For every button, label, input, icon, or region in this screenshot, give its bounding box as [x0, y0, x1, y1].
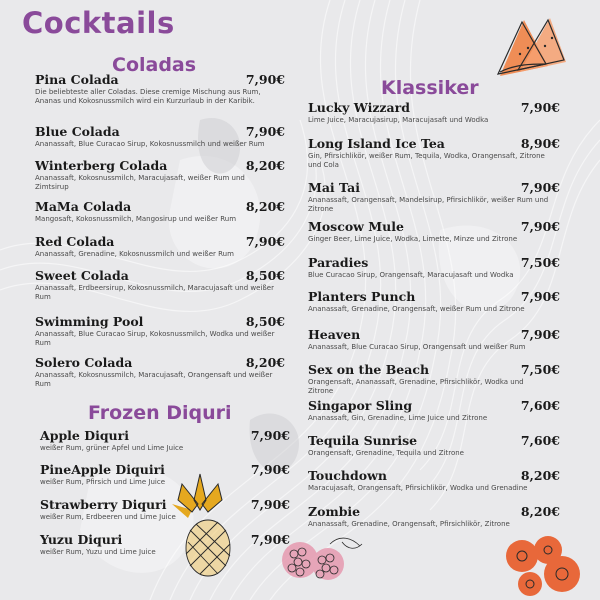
item-price: 8,20€	[245, 355, 285, 370]
item-name: Red Colada	[35, 234, 115, 249]
item-description: Orangensaft, Grenadine, Tequila und Zitrone	[308, 449, 464, 457]
item-price: 7,90€	[245, 234, 285, 249]
item-description: Ananassaft, Blue Curacao Sirup, Kokosnussmilch, Wodka und weißer Rum	[35, 330, 275, 347]
item-price: 7,90€	[520, 100, 560, 115]
melon-slice-icon	[490, 14, 570, 84]
item-name: Zombie	[308, 504, 361, 519]
item-name: Paradies	[308, 255, 369, 270]
menu-item	[35, 199, 285, 224]
item-name: PineApple Diquiri	[40, 462, 165, 477]
item-price: 7,90€	[250, 428, 290, 443]
item-name: Sex on the Beach	[308, 362, 430, 377]
menu-item	[308, 433, 560, 458]
item-description: Ananassaft, Blue Curacao Sirup, Orangensaft und weißer Rum	[308, 343, 526, 351]
item-description: weißer Rum, Pfirsich und Lime Juice	[40, 478, 165, 486]
item-price: 7,90€	[520, 289, 560, 304]
item-name: Singapor Sling	[308, 398, 413, 413]
item-price: 7,50€	[520, 255, 560, 270]
menu-item	[35, 72, 285, 106]
item-name: Pina Colada	[35, 72, 119, 87]
menu-item	[35, 268, 285, 302]
item-description: Maracujasaft, Orangensaft, Pfirsichlikör, Wodka und Grenadine	[308, 484, 528, 492]
menu-item	[308, 362, 560, 396]
section-title-frozen-diquri: Frozen Diquri	[88, 402, 232, 424]
item-description: Ananassaft, Grenadine, Kokosnussmilch und weißer Rum	[35, 250, 234, 258]
item-description: Ginger Beer, Lime Juice, Wodka, Limette, Minze und Zitrone	[308, 235, 518, 243]
item-description: Ananassaft, Blue Curacao Sirup, Kokosnussmilch und weißer Rum	[35, 140, 265, 148]
menu-item	[308, 180, 560, 214]
item-name: Solero Colada	[35, 355, 133, 370]
item-description: Ananassaft, Grenadine, Orangensaft, Pfirsichlikör, Zitrone	[308, 520, 510, 528]
item-price: 7,90€	[250, 462, 290, 477]
item-description: Ananassaft, Orangensaft, Mandelsirup, Pfirsichlikör, weißer Rum und Zitrone	[308, 196, 549, 213]
item-price: 7,90€	[245, 72, 285, 87]
item-name: Long Island Ice Tea	[308, 136, 445, 151]
menu-item	[308, 468, 560, 493]
item-price: 7,90€	[520, 327, 560, 342]
item-description: Ananassaft, Erdbeersirup, Kokosnussmilch, Maracujasaft und weißer Rum	[35, 284, 274, 301]
item-description: Orangensaft, Ananassaft, Grenadine, Pfirsichlikör, Wodka und Zitrone	[308, 378, 524, 395]
item-description: weißer Rum, Yuzu und Lime Juice	[40, 548, 156, 556]
item-description: Ananassaft, Grenadine, Orangensaft, weißer Rum und Zitrone	[308, 305, 525, 313]
item-description: Ananassaft, Kokosnussmilch, Maracujasaft, Orangensaft und weißer Rum	[35, 371, 273, 388]
menu-item	[308, 255, 560, 280]
item-price: 7,90€	[520, 180, 560, 195]
item-price: 8,20€	[520, 504, 560, 519]
item-name: Apple Diquri	[40, 428, 129, 443]
menu-item	[308, 327, 560, 352]
menu-item	[40, 462, 290, 487]
item-name: Moscow Mule	[308, 219, 404, 234]
item-description: Ananassaft, Kokosnussmilch, Maracujasaft, weißer Rum und Zimtsirup	[35, 174, 245, 191]
item-price: 7,60€	[520, 398, 560, 413]
menu-item	[308, 504, 560, 529]
item-price: 7,60€	[520, 433, 560, 448]
menu-item	[35, 355, 285, 389]
item-name: Mai Tai	[308, 180, 360, 195]
item-name: Touchdown	[308, 468, 387, 483]
item-name: Sweet Colada	[35, 268, 129, 283]
item-description: weißer Rum, grüner Apfel und Lime Juice	[40, 444, 184, 452]
item-name: MaMa Colada	[35, 199, 132, 214]
item-name: Swimming Pool	[35, 314, 144, 329]
item-description: Blue Curacao Sirup, Orangensaft, Maracujasaft und Wodka	[308, 271, 514, 279]
item-description: weißer Rum, Erdbeeren und Lime Juice	[40, 513, 176, 521]
item-price: 7,90€	[245, 124, 285, 139]
menu-item	[35, 158, 285, 192]
item-description: Lime Juice, Maracujasirup, Maracujasaft und Wodka	[308, 116, 489, 124]
menu-item	[308, 398, 560, 423]
page-title: Cocktails	[22, 6, 175, 40]
item-price: 7,90€	[520, 219, 560, 234]
item-price: 8,20€	[245, 199, 285, 214]
item-price: 7,90€	[250, 497, 290, 512]
item-name: Lucky Wizzard	[308, 100, 410, 115]
menu-item	[35, 234, 285, 259]
item-price: 8,90€	[520, 136, 560, 151]
item-description: Gin, Pfirsichlikör, weißer Rum, Tequila, Wodka, Orangensaft, Zitrone und Cola	[308, 152, 545, 169]
menu-item	[40, 497, 290, 522]
item-description: Mangosaft, Kokosnussmilch, Mangosirup und weißer Rum	[35, 215, 237, 223]
menu-item	[35, 314, 285, 348]
item-name: Heaven	[308, 327, 361, 342]
item-description: Ananassaft, Gin, Grenadine, Lime Juice und Zitrone	[308, 414, 488, 422]
item-price: 8,50€	[245, 268, 285, 283]
item-name: Planters Punch	[308, 289, 416, 304]
item-name: Tequila Sunrise	[308, 433, 418, 448]
menu-item	[308, 219, 560, 244]
item-price: 8,20€	[520, 468, 560, 483]
item-price: 7,90€	[250, 532, 290, 547]
menu-item	[40, 532, 290, 557]
item-name: Winterberg Colada	[35, 158, 168, 173]
item-name: Strawberry Diquri	[40, 497, 167, 512]
item-name: Blue Colada	[35, 124, 120, 139]
menu-item	[308, 136, 560, 170]
section-title-coladas: Coladas	[112, 54, 197, 76]
menu-item	[35, 124, 285, 149]
item-price: 8,20€	[245, 158, 285, 173]
menu-item	[308, 100, 560, 125]
menu-item	[308, 289, 560, 314]
item-price: 8,50€	[245, 314, 285, 329]
item-price: 7,50€	[520, 362, 560, 377]
section-title-klassiker: Klassiker	[381, 77, 479, 99]
item-description: Die beliebteste aller Coladas. Diese cremige Mischung aus Rum, Ananas und Kokosnussmilch wird ein Kurzurlaub in der Karibik.	[35, 88, 261, 105]
item-name: Yuzu Diquri	[40, 532, 123, 547]
menu-item	[40, 428, 290, 453]
berries-icon	[500, 528, 590, 600]
